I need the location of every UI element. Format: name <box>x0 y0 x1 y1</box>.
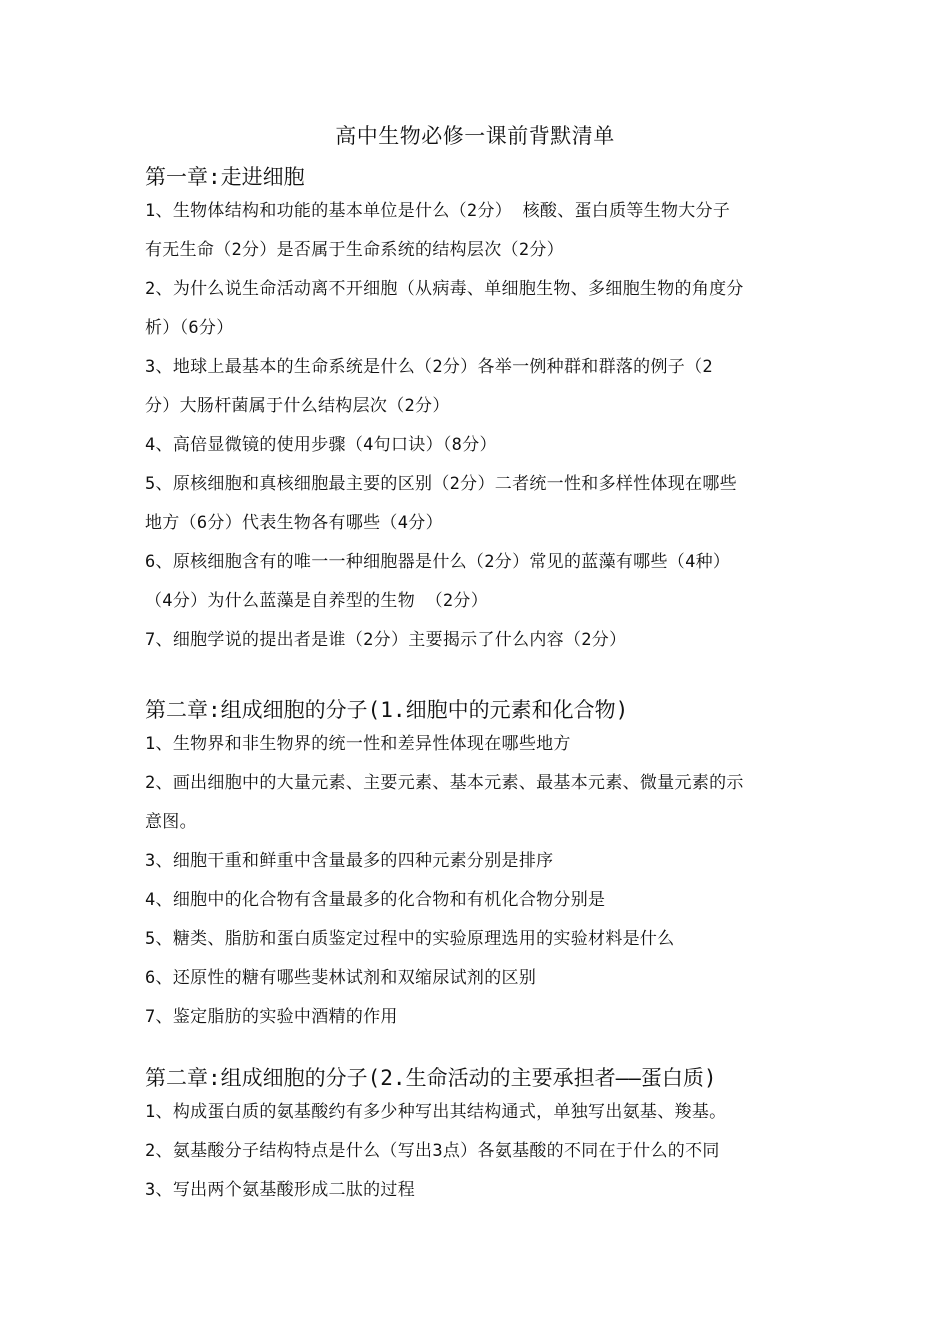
chapter-heading: 第一章:走进细胞 <box>145 165 305 189</box>
question-line: 7、细胞学说的提出者是谁（2分）主要揭示了什么内容（2分） <box>145 630 627 650</box>
question-line: 2、画出细胞中的大量元素、主要元素、基本元素、最基本元素、微量元素的示 <box>145 773 744 793</box>
chapter-1 <box>145 162 825 660</box>
question-line: 地方（6分）代表生物各有哪些（4分） <box>145 513 443 533</box>
chapter-2-part-2 <box>145 1063 825 1210</box>
chapter-2-part-1 <box>145 695 825 1037</box>
document-title: 高中生物必修一课前背默清单 <box>335 124 615 148</box>
question-line: 3、细胞干重和鲜重中含量最多的四种元素分别是排序 <box>145 851 554 871</box>
question-line: 6、还原性的糖有哪些斐林试剂和双缩尿试剂的区别 <box>145 968 537 988</box>
question-line: 2、为什么说生命活动离不开细胞（从病毒、单细胞生物、多细胞生物的角度分 <box>145 279 744 299</box>
question-line: 3、写出两个氨基酸形成二肽的过程 <box>145 1180 416 1200</box>
question-line: 2、氨基酸分子结构特点是什么（写出3点）各氨基酸的不同在于什么的不同 <box>145 1141 720 1161</box>
question-line: （4分）为什么蓝藻是自养型的生物 （2分） <box>145 591 489 611</box>
question-line: 4、高倍显微镜的使用步骤（4句口诀）（8分） <box>145 435 497 455</box>
question-line: 1、构成蛋白质的氨基酸约有多少种写出其结构通式，单独写出氨基、羧基。 <box>145 1102 727 1122</box>
question-line: 分）大肠杆菌属于什么结构层次（2分） <box>145 396 450 416</box>
question-line: 析）（6分） <box>145 318 234 338</box>
chapter-heading: 第二章:组成细胞的分子(2.生命活动的主要承担者——蛋白质) <box>145 1066 717 1090</box>
question-line: 7、鉴定脂肪的实验中酒精的作用 <box>145 1007 398 1027</box>
question-line: 5、原核细胞和真核细胞最主要的区别（2分）二者统一性和多样性体现在哪些 <box>145 474 737 494</box>
question-line: 6、原核细胞含有的唯一一种细胞器是什么（2分）常见的蓝藻有哪些（4种） <box>145 552 731 572</box>
question-line: 4、细胞中的化合物有含量最多的化合物和有机化合物分别是 <box>145 890 606 910</box>
question-line: 意图。 <box>145 812 197 832</box>
question-line: 1、生物体结构和功能的基本单位是什么（2分） 核酸、蛋白质等生物大分子 <box>145 201 731 221</box>
question-line: 1、生物界和非生物界的统一性和差异性体现在哪些地方 <box>145 734 571 754</box>
chapter-heading: 第二章:组成细胞的分子(1.细胞中的元素和化合物) <box>145 698 629 722</box>
question-line: 有无生命（2分）是否属于生命系统的结构层次（2分） <box>145 240 564 260</box>
question-line: 3、地球上最基本的生命系统是什么（2分）各举一例种群和群落的例子（2 <box>145 357 713 377</box>
question-line: 5、糖类、脂肪和蛋白质鉴定过程中的实验原理选用的实验材料是什么 <box>145 929 675 949</box>
